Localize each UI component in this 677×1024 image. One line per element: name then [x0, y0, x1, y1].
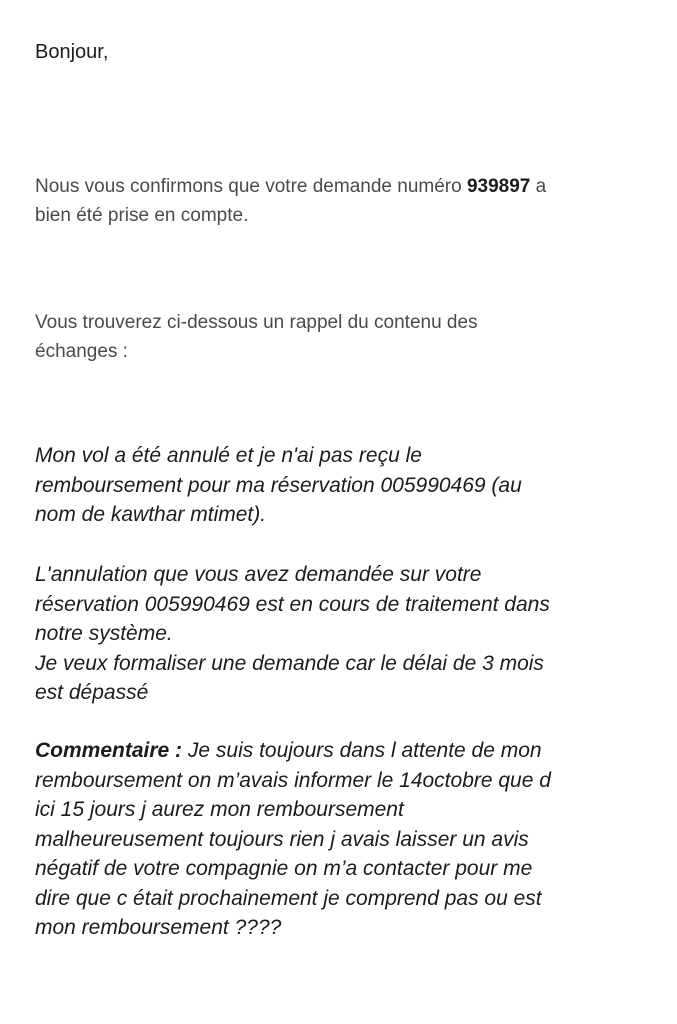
customer-message	[35, 441, 645, 530]
comment-line: ici 15 jours j aurez mon remboursement	[35, 798, 404, 821]
greeting-text: Bonjour,	[35, 41, 109, 63]
comment-block	[35, 736, 645, 943]
comment-line: remboursement on m’avais informer le 14octobre que d	[35, 768, 551, 792]
customer-message-line: nom de kawthar mtimet).	[35, 503, 267, 526]
recap-paragraph	[35, 308, 645, 366]
customer-message-line: remboursement pour ma réservation 005990469 (au	[35, 473, 522, 497]
confirmation-line-1	[35, 172, 645, 201]
comment-line: dire que c était prochainement je comprend pas ou est	[35, 886, 542, 910]
confirmation-prefix: Nous vous confirmons que votre demande numéro	[35, 176, 462, 197]
agent-reply	[35, 560, 645, 708]
comment-first-text: Je suis toujours dans l attente de mon	[187, 739, 542, 762]
comment-line	[35, 736, 645, 766]
agent-reply-line: Je veux formaliser une demande car le délai de 3 mois	[35, 651, 544, 675]
recap-line-2: échanges :	[35, 341, 128, 362]
confirmation-suffix: a	[535, 176, 547, 197]
recap-line-1: Vous trouverez ci-dessous un rappel du contenu des	[35, 312, 478, 333]
comment-line: négatif de votre compagnie on m’a contacter pour me	[35, 857, 533, 880]
request-number: 939897	[466, 176, 531, 197]
agent-reply-line: notre système.	[35, 622, 173, 645]
customer-message-line: Mon vol a été annulé et je n'ai pas reçu le	[35, 444, 422, 467]
confirmation-paragraph	[35, 172, 645, 230]
comment-line: malheureusement toujours rien j avais laisser un avis	[35, 827, 529, 851]
comment-label: Commentaire :	[35, 739, 183, 762]
comment-line: mon remboursement ????	[35, 916, 282, 939]
agent-reply-line: réservation 005990469 est en cours de traitement dans	[35, 592, 550, 616]
confirmation-line-2: bien été prise en compte.	[35, 205, 249, 226]
agent-reply-line: L'annulation que vous avez demandée sur votre	[35, 563, 482, 586]
agent-reply-line: est dépassé	[35, 681, 149, 704]
